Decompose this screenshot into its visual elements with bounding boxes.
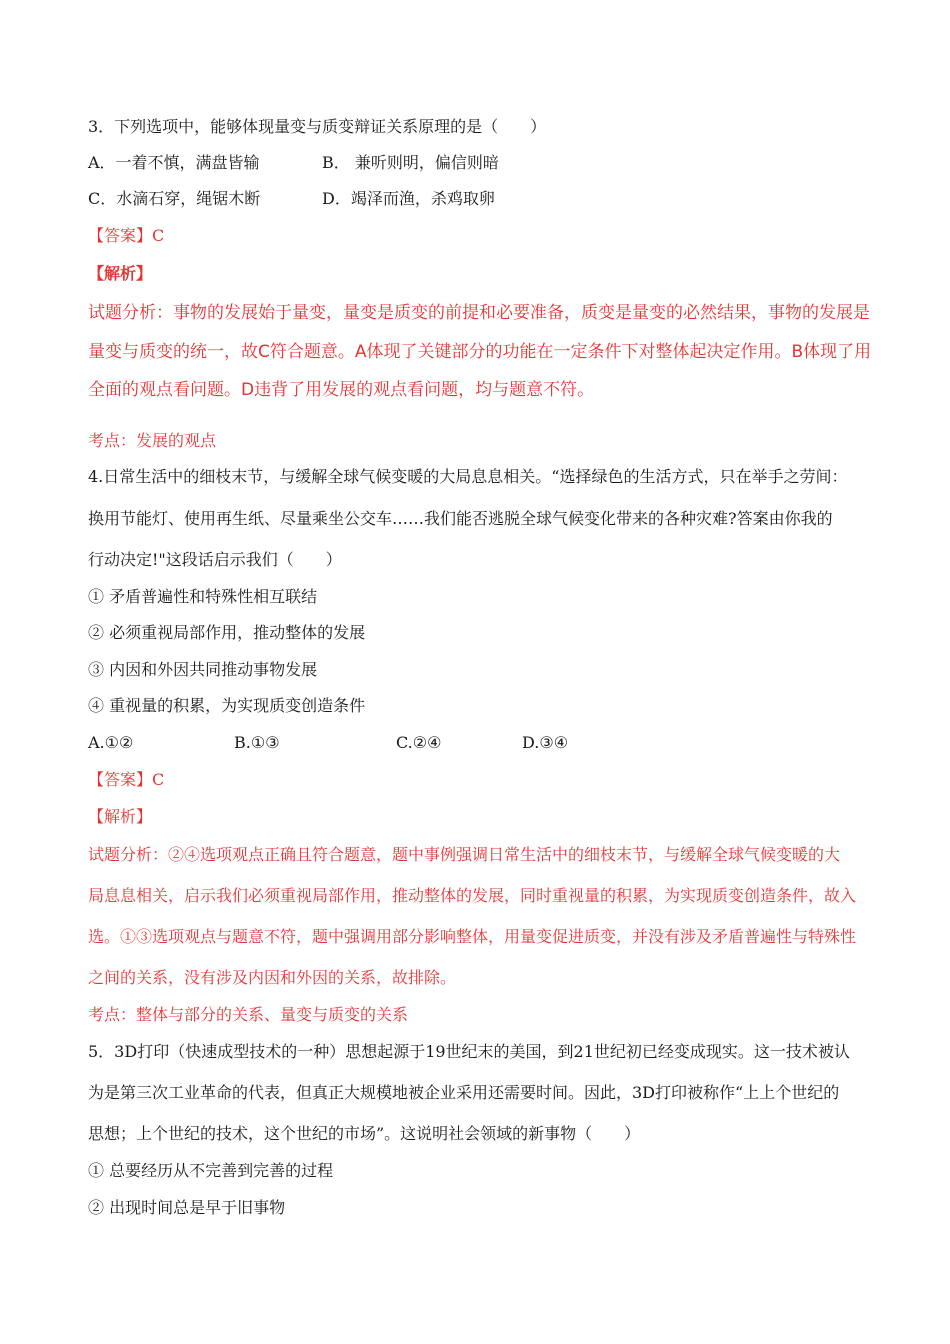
q5-stem-line-2: 为是第三次工业革命的代表，但真正大规模地被企业采用还需要时间。因此，3D打印被称作“上上个世纪的 <box>88 1083 840 1102</box>
q5-stem-line-1: 5．3D打印（快速成型技术的一种）思想起源于19世纪末的美国，到21世纪初已经变成现实。这一技术被认 <box>88 1042 850 1061</box>
q3-option-c: C．水滴石穿，绳锯木断 <box>88 189 261 208</box>
q5-item-2: ② 出现时间总是早于旧事物 <box>88 1198 286 1217</box>
q3-stem: 3．下列选项中，能够体现量变与质变辩证关系原理的是（ ） <box>88 117 547 136</box>
q4-stem-line-2: 换用节能灯、使用再生纸、尽量乘坐公交车……我们能否逃脱全球气候变化带来的各种灾难?答案由你我的 <box>88 509 833 528</box>
q4-stem-line-3: 行动决定!"这段话启示我们（ ） <box>88 550 342 569</box>
q3-option-d: D．竭泽而渔，杀鸡取卵 <box>322 189 495 208</box>
q4-analysis-line-2: 局息息相关，启示我们必须重视局部作用，推动整体的发展，同时重视量的积累，为实现质变创造条件，故入 <box>88 886 857 905</box>
q4-option-a: A.①② <box>88 733 134 752</box>
q4-stem-line-1: 4.日常生活中的细枝末节，与缓解全球气候变暖的大局息息相关。“选择绿色的生活方式，只在举手之劳间： <box>88 467 848 486</box>
q3-analysis-line-3: 全面的观点看问题。D违背了用发展的观点看问题，均与题意不符。 <box>88 380 595 400</box>
q4-option-d: D.③④ <box>522 733 569 752</box>
q4-point: 考点：整体与部分的关系、量变与质变的关系 <box>88 1005 409 1024</box>
q4-analysis-line-1: 试题分析：②④选项观点正确且符合题意，题中事例强调日常生活中的细枝末节，与缓解全球气候变暖的大 <box>88 845 841 864</box>
q3-point: 考点：发展的观点 <box>88 431 217 450</box>
q3-analysis-title: 【解析】 <box>88 264 153 283</box>
q5-item-1: ① 总要经历从不完善到完善的过程 <box>88 1161 334 1180</box>
q4-analysis-line-3: 选。①③选项观点与题意不符，题中强调用部分影响整体，用量变促进质变，并没有涉及矛盾普遍性与特殊性 <box>88 927 857 946</box>
q4-option-b: B.①③ <box>234 733 280 752</box>
q4-option-c: C.②④ <box>396 733 442 752</box>
q4-analysis-line-4: 之间的关系，没有涉及内因和外因的关系，故排除。 <box>88 968 457 987</box>
q4-answer: 【答案】C <box>88 770 165 789</box>
q4-item-2: ② 必须重视局部作用，推动整体的发展 <box>88 623 366 642</box>
q4-item-3: ③ 内因和外因共同推动事物发展 <box>88 660 318 679</box>
q4-analysis-title: 【解析】 <box>88 807 153 826</box>
q3-answer: 【答案】C <box>88 226 165 245</box>
q3-analysis-line-2: 量变与质变的统一，故C符合题意。A体现了关键部分的功能在一定条件下对整体起决定作用。B体现了用 <box>88 342 872 362</box>
q4-item-4: ④ 重视量的积累，为实现质变创造条件 <box>88 696 366 715</box>
q3-analysis-line-1: 试题分析：事物的发展始于量变，量变是质变的前提和必要准备，质变是量变的必然结果，事物的发展是 <box>88 303 870 323</box>
q3-option-a: A．一着不慎，满盘皆输 <box>88 153 260 172</box>
q3-option-b: B． 兼听则明，偏信则暗 <box>322 153 499 172</box>
q5-stem-line-3: 思想；上个世纪的技术，这个世纪的市场”。这说明社会领域的新事物（ ） <box>88 1124 641 1143</box>
q4-item-1: ① 矛盾普遍性和特殊性相互联结 <box>88 587 318 606</box>
